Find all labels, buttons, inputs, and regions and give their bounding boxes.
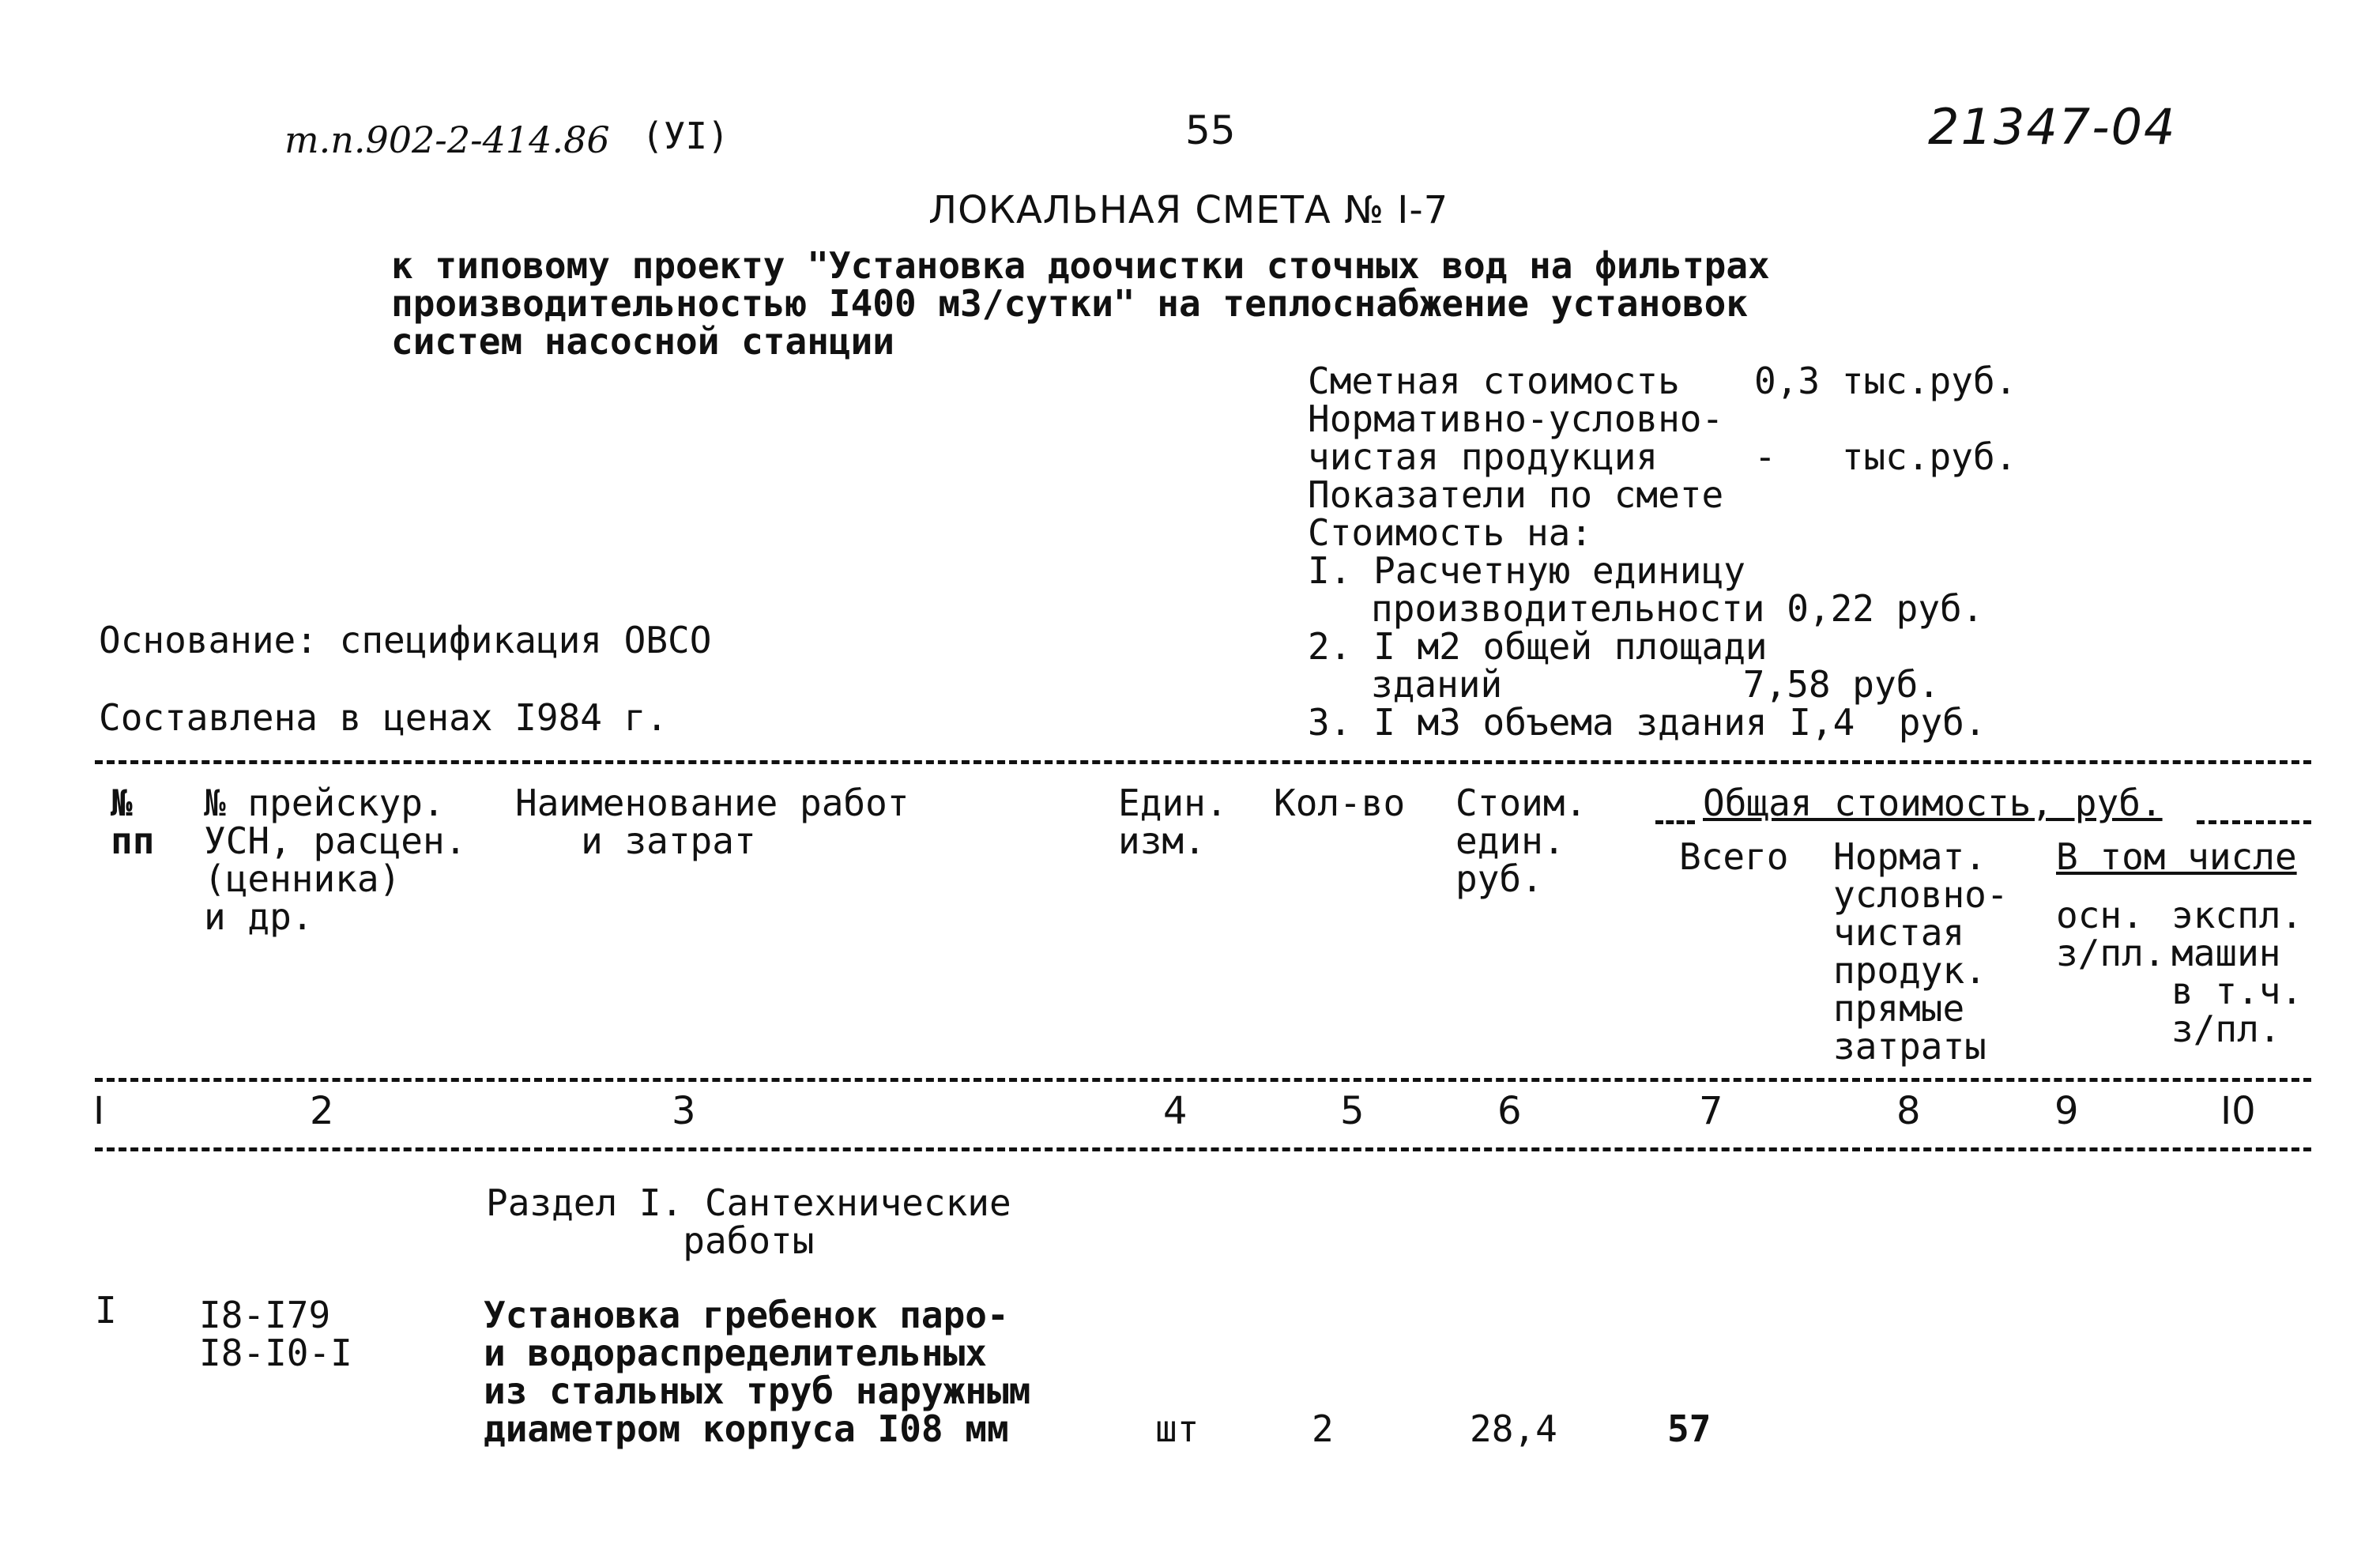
summary-item2-a: 2. I м2 общей площади xyxy=(1308,625,1768,668)
header-base-salary: осн. з/пл. xyxy=(2056,894,2166,974)
summary-item2-b: зданий 7,58 руб. xyxy=(1371,663,1941,706)
doc-number: 21347-04 xyxy=(1928,98,2177,156)
subtitle-line-1: к типовому проекту "Установка доочистки сточных вод на фильтрах xyxy=(391,244,1770,287)
header-row-number: № пп xyxy=(111,782,155,862)
header-total-group: Общая стоимость, руб. xyxy=(1703,782,2163,824)
summary-cost-per: Стоимость на: xyxy=(1308,511,1593,554)
header-including: В том числе xyxy=(2056,835,2297,878)
row-1-unit-price: 28,4 xyxy=(1470,1407,1557,1450)
page-number: 55 xyxy=(1185,107,1236,153)
header-total-dash-right xyxy=(2197,820,2311,824)
basis-line: Основание: спецификация ОВСО xyxy=(99,619,712,661)
header-price-code: № прейскур. УСН, расцен. (ценника) и др. xyxy=(204,782,467,938)
header-work-name: Наименование работ и затрат xyxy=(515,782,909,862)
column-numbers-top-border xyxy=(95,1078,2311,1082)
row-1-total: 57 xyxy=(1667,1407,1712,1450)
header-total-dash-left xyxy=(1655,820,1695,824)
section-title: Раздел I. Сантехнические работы xyxy=(486,1181,1011,1262)
header-unit: Един. изм. xyxy=(1118,782,1228,862)
summary-net-label-1: Нормативно-условно- xyxy=(1308,397,1724,440)
header-total: Всего xyxy=(1679,835,1789,878)
column-number-6: 6 xyxy=(1497,1089,1522,1133)
prices-line: Составлена в ценах I984 г. xyxy=(99,696,668,739)
row-1-unit: шт xyxy=(1155,1407,1199,1450)
column-number-9: 9 xyxy=(2054,1089,2079,1133)
doc-code: т.п.902-2-414.86 xyxy=(284,119,610,161)
summary-item1-b: производительности 0,22 руб. xyxy=(1371,587,1984,630)
summary-item3: 3. I м3 объема здания I,4 руб. xyxy=(1308,701,1986,744)
column-number-4: 4 xyxy=(1163,1089,1188,1133)
column-number-5: 5 xyxy=(1340,1089,1365,1133)
summary-cost-label: Сметная стоимость xyxy=(1308,360,1680,402)
header-unit-cost: Стоим. един. руб. xyxy=(1455,782,1587,900)
column-number-3: 3 xyxy=(672,1089,696,1133)
header-machines: экспл. машин в т.ч. з/пл. xyxy=(2171,894,2303,1050)
header-normative: Нормат. условно- чистая продук. прямые затраты xyxy=(1833,835,2009,1068)
volume-label: (УI) xyxy=(642,115,729,157)
column-number-2: 2 xyxy=(310,1089,334,1133)
column-number-7: 7 xyxy=(1699,1089,1723,1133)
summary-indicators: Показатели по смете xyxy=(1308,473,1724,516)
summary-item1-a: I. Расчетную единицу xyxy=(1308,549,1745,592)
column-number-8: 8 xyxy=(1896,1089,1921,1133)
column-number-1: I xyxy=(93,1089,105,1133)
row-1-name: Установка гребенок паро- и водораспределительных из стальных труб наружным диаметром корпуса I08 мм xyxy=(484,1294,1031,1450)
subtitle-line-2: производительностью I400 м3/сутки" на теплоснабжение установок xyxy=(391,282,1749,325)
summary-net-label-2: чистая продукция xyxy=(1308,435,1659,478)
page-title: ЛОКАЛЬНАЯ СМЕТА № I-7 xyxy=(928,188,1449,232)
column-number-10: I0 xyxy=(2220,1089,2256,1133)
row-1-quantity: 2 xyxy=(1312,1407,1334,1450)
subtitle-line-3: систем насосной станции xyxy=(391,320,894,363)
summary-net-value: - тыс.руб. xyxy=(1754,435,2017,478)
table-top-border xyxy=(95,760,2311,764)
row-1-number: I xyxy=(95,1289,117,1332)
header-quantity: Кол-во xyxy=(1274,782,1406,824)
summary-cost-value: 0,3 тыс.руб. xyxy=(1754,360,2017,402)
column-numbers-bottom-border xyxy=(95,1147,2311,1151)
row-1-code: I8-I79 I8-I0-I xyxy=(199,1294,352,1374)
